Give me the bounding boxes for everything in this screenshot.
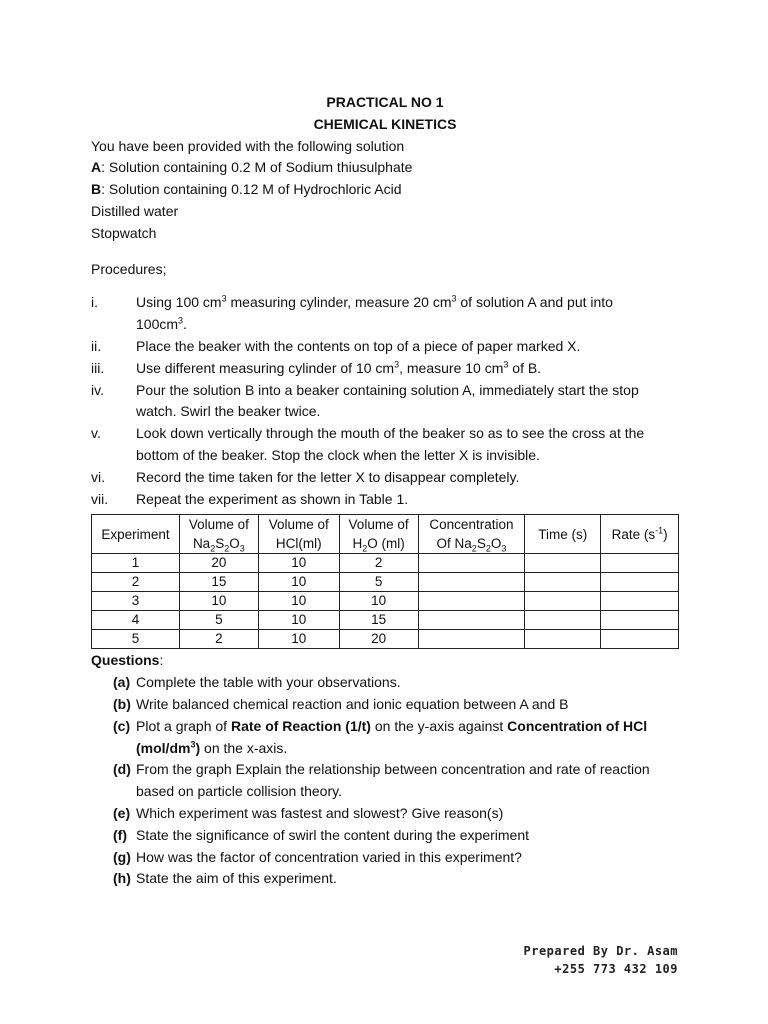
table-header-row	[92, 515, 679, 554]
procedure-step-text: Look down vertically through the mouth of the beaker so as to see the cross at the bottom of the beaker. Stop the clock when the letter X is invisible.	[136, 425, 645, 463]
header-volume-na2s2o3	[179, 515, 258, 554]
procedure-step-text: of solution A and put into	[456, 294, 613, 311]
question-text: State the aim of this experiment.	[136, 870, 337, 887]
header-text: Na	[192, 536, 211, 552]
header-experiment: Experiment	[92, 515, 180, 554]
intro-line: You have been provided with the following solution	[91, 137, 405, 154]
question-number: (b)	[113, 695, 131, 712]
cell-experiment: 4	[92, 611, 180, 630]
question-item	[91, 847, 679, 869]
cell-rate[interactable]	[601, 592, 679, 611]
header-text: S	[215, 536, 225, 552]
question-item	[91, 694, 679, 716]
procedure-step-number: vi.	[91, 468, 105, 485]
material-stopwatch: Stopwatch	[91, 224, 157, 241]
author-phone: +255 773 432 109	[554, 962, 678, 976]
subscript: 2	[210, 544, 216, 555]
cell-volume-h2o: 2	[339, 554, 418, 573]
cell-volume-hcl: 10	[258, 573, 339, 592]
header-text: Of Na	[436, 536, 472, 552]
header-text: S	[476, 536, 486, 552]
procedure-step-text: Place the beaker with the contents on top of a piece of paper marked X.	[136, 337, 581, 354]
table-row	[92, 611, 679, 630]
cell-time[interactable]	[525, 592, 601, 611]
subscript: 2	[485, 544, 491, 555]
table-row	[92, 630, 679, 649]
document-page	[91, 92, 679, 890]
procedure-step	[91, 380, 679, 424]
header-text: Volume of	[188, 517, 249, 533]
procedure-step-text: , measure 10 cm	[399, 359, 504, 376]
procedure-step-text: Repeat the experiment as shown in Table 1.	[136, 490, 409, 507]
questions-heading-text: Questions	[91, 652, 160, 669]
superscript: 3	[503, 359, 509, 370]
procedure-step-text: Record the time taken for the letter X to disappear completely.	[136, 468, 520, 485]
superscript: 3	[178, 315, 184, 326]
question-item	[91, 716, 679, 760]
question-item	[91, 759, 679, 803]
procedure-step-number: iv.	[91, 381, 104, 398]
question-number: (d)	[113, 761, 131, 778]
cell-volume-na2s2o3: 15	[179, 573, 258, 592]
question-text: How was the factor of concentration varied in this experiment?	[136, 848, 522, 865]
header-text: HCl(ml)	[275, 536, 322, 552]
cell-rate[interactable]	[601, 611, 679, 630]
subscript: 3	[239, 544, 245, 555]
header-rate	[601, 515, 679, 554]
procedure-step	[91, 292, 679, 336]
cell-experiment: 1	[92, 554, 180, 573]
procedure-step-number: iii.	[91, 359, 105, 376]
header-text: Concentration	[429, 517, 514, 533]
subscript: 2	[362, 544, 368, 555]
document-title: PRACTICAL NO 1	[326, 94, 444, 110]
cell-volume-hcl: 10	[258, 592, 339, 611]
cell-volume-hcl: 10	[258, 611, 339, 630]
procedure-step-text: Pour the solution B into a beaker containing solution A, immediately start the stop watch. Swirl the beaker twice.	[136, 381, 639, 420]
table-row	[92, 554, 679, 573]
cell-volume-na2s2o3: 10	[179, 592, 258, 611]
header-text: O	[490, 536, 502, 552]
cell-experiment: 2	[92, 573, 180, 592]
header-text: Rate (s	[611, 526, 656, 542]
procedure-step-text: of B.	[508, 359, 542, 376]
procedure-step-text: Using 100 cm	[136, 294, 222, 311]
question-item	[91, 803, 679, 825]
header-text: H	[352, 536, 363, 552]
question-text: Complete the table with your observations.	[136, 674, 401, 691]
header-volume-hcl	[258, 515, 339, 554]
procedure-step	[91, 336, 679, 358]
cell-concentration[interactable]	[418, 573, 525, 592]
questions-heading-colon: :	[159, 652, 164, 669]
question-text: on the y-axis against	[370, 717, 508, 734]
procedure-step	[91, 423, 679, 467]
question-item	[91, 868, 679, 890]
material-a-label: A	[91, 159, 102, 176]
cell-volume-h2o: 20	[339, 630, 418, 649]
subscript: 3	[501, 544, 507, 555]
cell-volume-h2o: 5	[339, 573, 418, 592]
question-text: Which experiment was fastest and slowest? Give reason(s)	[136, 804, 504, 821]
cell-volume-hcl: 10	[258, 630, 339, 649]
table-row	[92, 573, 679, 592]
procedure-step-number: vii.	[91, 490, 109, 507]
cell-volume-na2s2o3: 2	[179, 630, 258, 649]
material-b-label: B	[91, 181, 102, 198]
prepared-by: Prepared By Dr. Asam	[523, 944, 678, 958]
superscript: -1	[655, 525, 664, 536]
material-distilled-water: Distilled water	[91, 202, 179, 219]
cell-concentration[interactable]	[418, 630, 525, 649]
cell-volume-h2o: 10	[339, 592, 418, 611]
question-emphasis: )	[195, 739, 201, 756]
cell-concentration[interactable]	[418, 611, 525, 630]
question-number: (h)	[113, 870, 131, 887]
superscript: 3	[190, 738, 196, 749]
document-subtitle: CHEMICAL KINETICS	[313, 115, 457, 132]
cell-time[interactable]	[525, 630, 601, 649]
question-text: on the x-axis.	[200, 739, 288, 756]
header-text: Volume of	[268, 517, 329, 533]
header-text: O	[229, 536, 240, 552]
header-concentration	[418, 515, 525, 554]
question-number: (f)	[113, 826, 127, 843]
procedure-list	[91, 292, 679, 510]
superscript: 3	[221, 293, 227, 304]
cell-rate[interactable]	[601, 630, 679, 649]
procedure-step-text: .	[183, 316, 187, 333]
cell-volume-na2s2o3: 5	[179, 611, 258, 630]
header-time: Time (s)	[525, 515, 601, 554]
procedure-step	[91, 489, 679, 511]
question-number: (g)	[113, 848, 131, 865]
subscript: 2	[471, 544, 477, 555]
procedure-step	[91, 358, 679, 380]
header-text: Volume of	[348, 517, 409, 533]
procedure-step	[91, 467, 679, 489]
superscript: 3	[451, 293, 457, 304]
cell-experiment: 5	[92, 630, 180, 649]
question-text: State the significance of swirl the content during the experiment	[136, 826, 529, 843]
procedure-step-text: Use different measuring cylinder of 10 cm	[136, 359, 395, 376]
material-b	[91, 179, 679, 201]
material-a-text: : Solution containing 0.2 M of Sodium thiusulphate	[101, 159, 413, 176]
question-text: From the graph Explain the relationship between concentration and rate of reaction based on particle collision theory.	[136, 761, 650, 800]
procedures-heading: Procedures;	[91, 260, 167, 277]
question-item	[91, 825, 679, 847]
cell-volume-na2s2o3: 20	[179, 554, 258, 573]
procedure-step-number: ii.	[91, 337, 102, 354]
question-item	[91, 672, 679, 694]
cell-experiment: 3	[92, 592, 180, 611]
header-volume-h2o	[339, 515, 418, 554]
cell-volume-hcl: 10	[258, 554, 339, 573]
question-number: (a)	[113, 674, 131, 691]
cell-rate[interactable]	[601, 573, 679, 592]
question-emphasis: Rate of Reaction (1/t)	[230, 717, 371, 734]
question-number: (e)	[113, 804, 131, 821]
procedure-step-number: i.	[91, 294, 98, 311]
header-text: O (ml)	[367, 536, 405, 552]
material-a	[91, 157, 679, 179]
cell-volume-h2o: 15	[339, 611, 418, 630]
procedure-step-number: v.	[91, 425, 101, 442]
material-b-text: : Solution containing 0.12 M of Hydrochloric Acid	[101, 181, 402, 198]
observation-table	[91, 514, 679, 649]
question-emphasis: Concentration of HCl (mol/dm	[136, 717, 648, 756]
question-text: Write balanced chemical reaction and ionic equation between A and B	[136, 695, 569, 712]
cell-time[interactable]	[525, 573, 601, 592]
cell-concentration[interactable]	[418, 554, 525, 573]
superscript: 3	[394, 359, 400, 370]
question-number: (c)	[113, 717, 131, 734]
cell-rate[interactable]	[601, 554, 679, 573]
question-text: Plot a graph of	[136, 717, 231, 734]
question-list	[91, 672, 679, 890]
questions-heading	[91, 650, 679, 672]
cell-time[interactable]	[525, 554, 601, 573]
subscript: 2	[224, 544, 230, 555]
cell-time[interactable]	[525, 611, 601, 630]
procedure-step-text: 100cm	[136, 316, 179, 333]
header-text: )	[663, 526, 668, 542]
cell-concentration[interactable]	[418, 592, 525, 611]
author-signature	[524, 942, 679, 978]
table-row	[92, 592, 679, 611]
procedure-step-text: measuring cylinder, measure 20 cm	[226, 294, 452, 311]
